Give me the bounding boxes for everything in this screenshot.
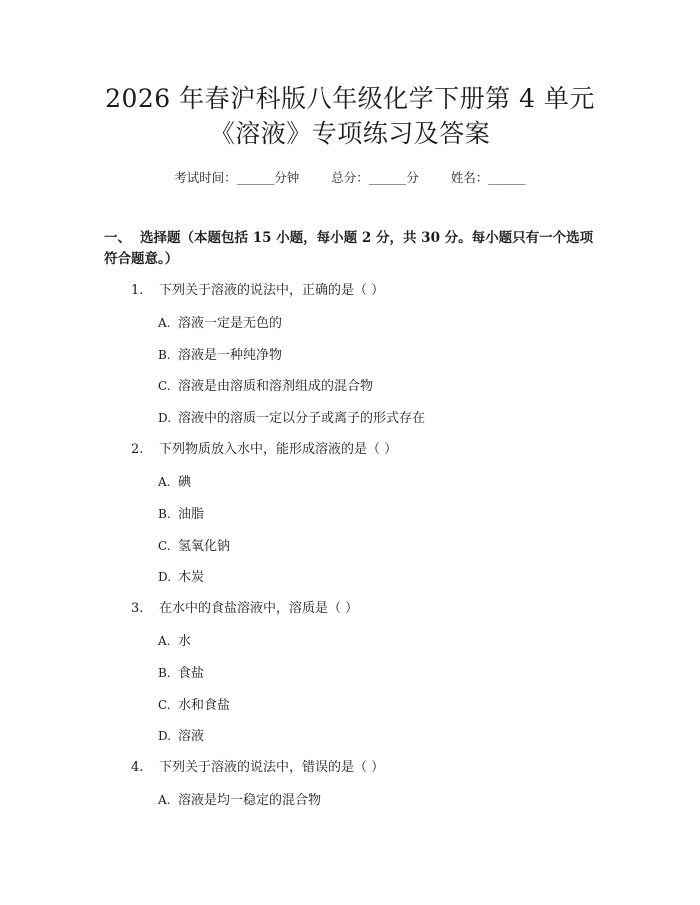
question-stem bbox=[131, 441, 397, 459]
document-title-line1: 2026 年春沪科版八年级化学下册第 4 单元 bbox=[105, 84, 595, 113]
option-letter: D. bbox=[158, 411, 172, 425]
document-title-line2: 《溶液》专项练习及答案 bbox=[209, 119, 491, 148]
option-item bbox=[158, 568, 204, 587]
option-text: 溶液一定是无色的 bbox=[178, 316, 283, 331]
option-text: 氢氧化钠 bbox=[178, 539, 231, 554]
question-stem bbox=[131, 600, 358, 618]
option-letter: A. bbox=[158, 475, 171, 489]
option-item bbox=[158, 696, 230, 715]
question-text: 在水中的食盐溶液中，溶质是（ ） bbox=[159, 601, 359, 616]
option-text: 溶液是一种纯净物 bbox=[178, 348, 283, 363]
option-letter: D. bbox=[158, 729, 172, 743]
question-stem bbox=[131, 282, 384, 300]
option-letter: C. bbox=[158, 698, 171, 712]
option-item bbox=[158, 537, 230, 556]
option-item bbox=[158, 409, 425, 428]
option-letter: B. bbox=[158, 507, 171, 521]
option-text: 碘 bbox=[178, 475, 192, 490]
option-letter: A. bbox=[158, 316, 171, 330]
option-item bbox=[158, 314, 282, 333]
option-item bbox=[158, 791, 321, 810]
exam-info bbox=[0, 169, 700, 187]
question-number: 3. bbox=[131, 601, 144, 616]
question-text: 下列关于溶液的说法中，正确的是（ ） bbox=[159, 283, 385, 298]
option-letter: D. bbox=[158, 570, 172, 584]
section-heading bbox=[104, 228, 604, 270]
option-letter: B. bbox=[158, 348, 171, 362]
option-item bbox=[158, 664, 204, 683]
option-text: 溶液是均一稳定的混合物 bbox=[178, 793, 322, 808]
option-text: 食盐 bbox=[178, 666, 205, 681]
question-number: 4. bbox=[131, 760, 144, 775]
option-letter: A. bbox=[158, 634, 171, 648]
section-number: 一、 bbox=[104, 230, 131, 246]
option-text: 溶液 bbox=[178, 729, 205, 744]
option-letter: B. bbox=[158, 666, 171, 680]
question-text: 下列物质放入水中，能形成溶液的是（ ） bbox=[159, 442, 398, 457]
total-score-field: 总分：______分 bbox=[331, 170, 419, 185]
option-item bbox=[158, 727, 204, 746]
question-text: 下列关于溶液的说法中，错误的是（ ） bbox=[159, 760, 385, 775]
option-letter: C. bbox=[158, 539, 171, 553]
option-text: 油脂 bbox=[178, 507, 205, 522]
option-item bbox=[158, 473, 191, 492]
question-number: 2. bbox=[131, 442, 144, 457]
option-text: 水 bbox=[178, 634, 192, 649]
option-letter: A. bbox=[158, 793, 171, 807]
question-number: 1. bbox=[131, 283, 144, 298]
option-text: 溶液中的溶质一定以分子或离子的形式存在 bbox=[178, 411, 426, 426]
section-heading-text: 选择题（本题包括 15 小题，每小题 2 分，共 30 分。每小题只有一个选项符合题意。） bbox=[104, 230, 594, 267]
question-stem bbox=[131, 759, 384, 777]
option-letter: C. bbox=[158, 379, 171, 393]
exam-time-field: 考试时间：______分钟 bbox=[174, 170, 300, 185]
option-text: 木炭 bbox=[178, 570, 205, 585]
option-item bbox=[158, 632, 191, 651]
option-text: 水和食盐 bbox=[178, 698, 231, 713]
option-item bbox=[158, 346, 282, 365]
option-item bbox=[158, 505, 204, 524]
student-name-field: 姓名：______ bbox=[450, 170, 526, 185]
option-item bbox=[158, 377, 373, 396]
option-text: 溶液是由溶质和溶剂组成的混合物 bbox=[178, 379, 374, 394]
